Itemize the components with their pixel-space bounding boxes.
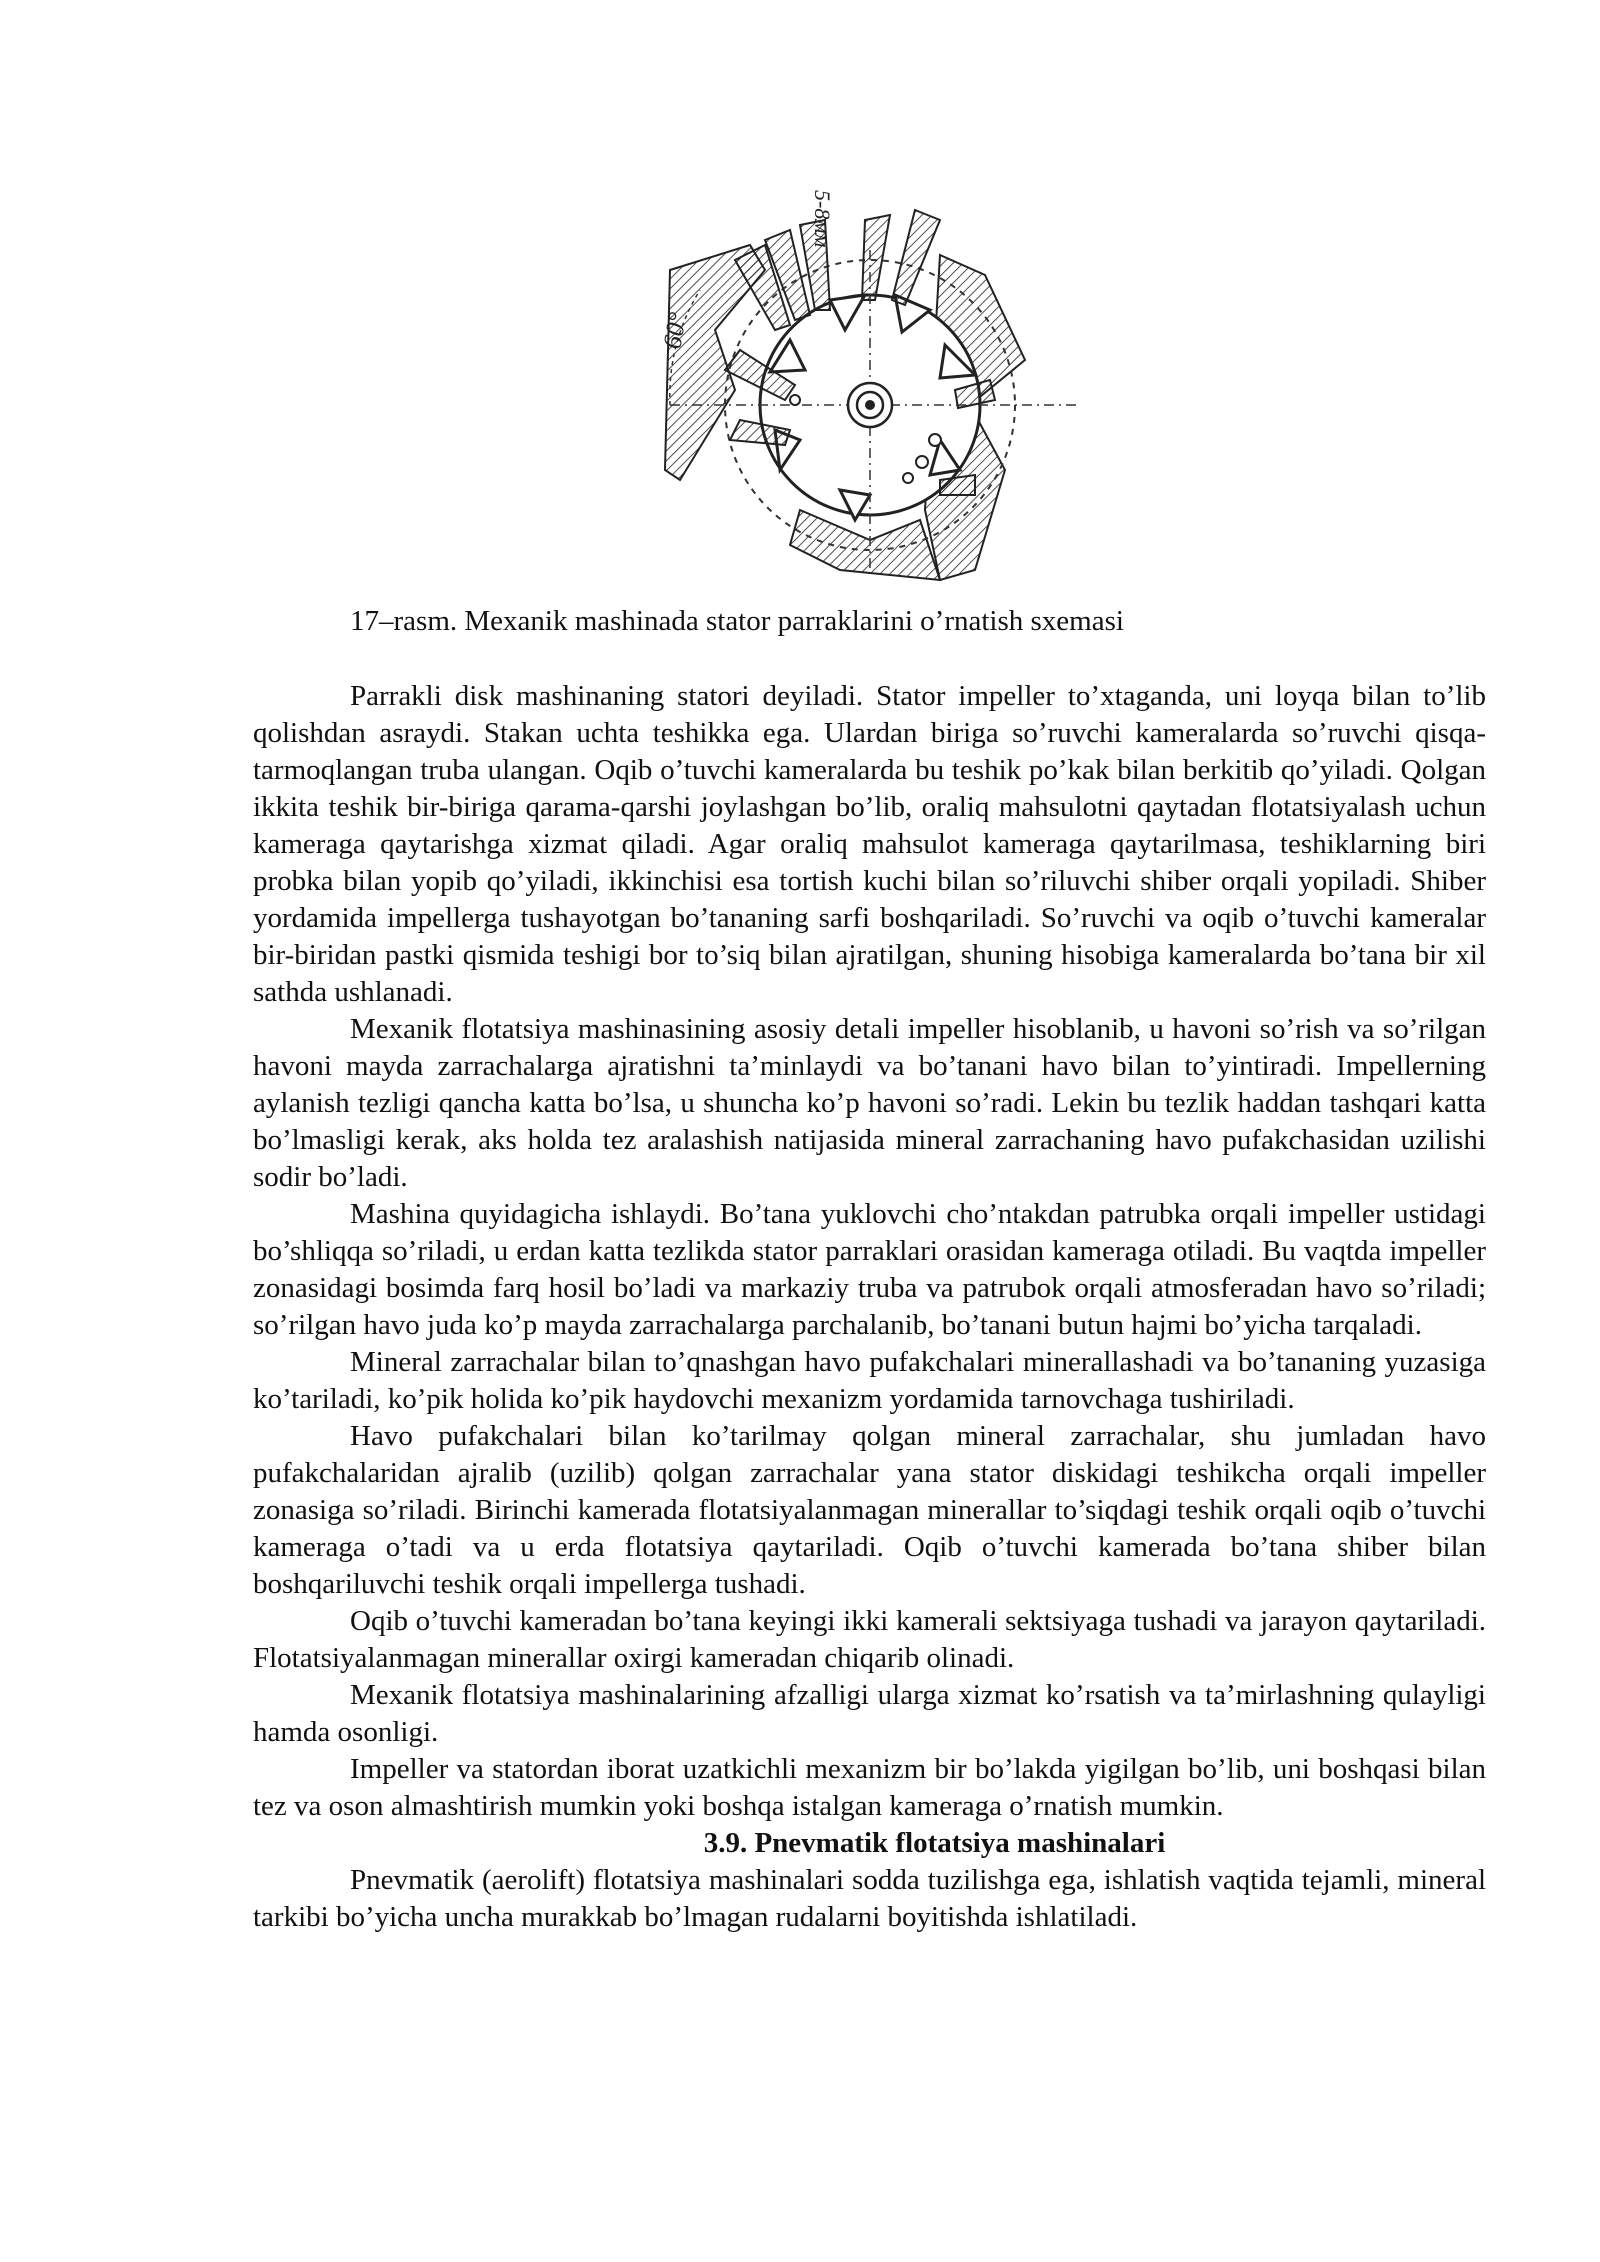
paragraph: Parrakli disk mashinaning statori deyiladi. Stator impeller to’xtaganda, uni loyqa bilan to’lib qolishdan asraydi. Stakan uchta teshikka ega. Ulardan biriga so’ruvchi kameralarda so’ruvchi qisqa-tarmoqlangan truba ulangan. Oqib o’tuvchi kameralarda bu teshik po’kak bilan berkitib qo’yiladi. Qolgan ikkita teshik bir-biriga qarama-qarshi joylashgan bo’lib, oraliq mahsulotni qaytadan flotatsiyalash uchun kameraga qaytarishga xizmat qiladi. Agar oraliq mahsulot kameraga qaytarilmasa, teshiklarning biri probka bilan yopib qo’yiladi, ikkinchisi esa tortish kuchi bilan so’riluvchi shiber orqali yopiladi. Shiber yordamida impellerga tushayotgan bo’tananing sarfi boshqariladi. So’ruvchi va oqib o’tuvchi kameralar bir-biridan pastki qismida teshigi bor to’siq bilan ajratilgan, shuning hisobiga kameralarda bo’tana bir xil sathda ushlanadi.: [253, 680, 1486, 1008]
gap-label: 5-8мм: [810, 190, 835, 248]
body-text: [253, 678, 1486, 1936]
paragraph: Mineral zarrachalar bilan to’qnashgan havo pufakchalari minerallashadi va bo’tananing yuzasiga ko’tariladi, ko’pik holida ko’pik haydovchi mexanizm yordamida tarnovchaga tushiriladi.: [253, 1346, 1486, 1415]
figure-caption: 17–rasm. Mexanik mashinada stator parraklarini o’rnatish sxemasi: [350, 605, 1124, 637]
paragraph: Havo pufakchalari bilan ko’tarilmay qolgan mineral zarrachalar, shu jumladan havo pufakchalaridan ajralib (uzilib) qolgan zarrachalar yana stator diskidagi teshikcha orqali impeller zonasiga so’riladi. Birinchi kamerada flotatsiyalanmagan minerallar to’siqdagi teshik orqali oqib o’tuvchi kameraga o’tadi va u erda flotatsiya qaytariladi. Oqib o’tuvchi kamerada bo’tana shiber bilan boshqariluvchi teshik orqali impellerga tushadi.: [253, 1420, 1486, 1600]
paragraph: Mexanik flotatsiya mashinalarining afzalligi ularga xizmat ko’rsatish va ta’mirlashning qulayligi hamda osonligi.: [253, 1679, 1486, 1748]
angle-label: 60°: [657, 310, 693, 352]
paragraph: Impeller va statordan iborat uzatkichli mexanizm bir bo’lakda yigilgan bo’lib, uni boshqasi bilan tez va oson almashtirish mumkin yoki boshqa istalgan kameraga o’rnatish mumkin.: [253, 1753, 1486, 1822]
stator-blade-diagram: [640, 150, 1100, 590]
section-heading: 3.9. Pnevmatik flotatsiya mashinalari: [703, 1827, 1166, 1859]
paragraph: Pnevmatik (aerolift) flotatsiya mashinalari sodda tuzilishga ega, ishlatish vaqtida tejamli, mineral tarkibi bo’yicha uncha murakkab bo’lmagan rudalarni boyitishda ishlatiladi.: [253, 1864, 1486, 1933]
paragraph: Oqib o’tuvchi kameradan bo’tana keyingi ikki kamerali sektsiyaga tushadi va jarayon qaytariladi. Flotatsiyalanmagan minerallar oxirgi kameradan chiqarib olinadi.: [253, 1605, 1486, 1674]
paragraph: Mexanik flotatsiya mashinasining asosiy detali impeller hisoblanib, u havoni so’rish va so’rilgan havoni mayda zarrachalarga ajratishni ta’minlaydi va bo’tanani havo bilan to’yintiradi. Impellerning aylanish tezligi qancha katta bo’lsa, u shuncha ko’p havoni so’radi. Lekin bu tezlik haddan tashqari katta bo’lmasligi kerak, aks holda tez aralashish natijasida mineral zarrachaning havo pufakchasidan uzilishi sodir bo’ladi.: [253, 1013, 1486, 1193]
paragraph: Mashina quyidagicha ishlaydi. Bo’tana yuklovchi cho’ntakdan patrubka orqali impeller ustidagi bo’shliqqa so’riladi, u erdan katta tezlikda stator parraklari orasidan kameraga otiladi. Bu vaqtda impeller zonasidagi bosimda farq hosil bo’ladi va markaziy truba va patrubok orqali atmosferadan havo so’riladi; so’rilgan havo juda ko’p mayda zarrachalarga parchalanib, bo’tanani butun hajmi bo’yicha tarqaladi.: [253, 1198, 1486, 1341]
